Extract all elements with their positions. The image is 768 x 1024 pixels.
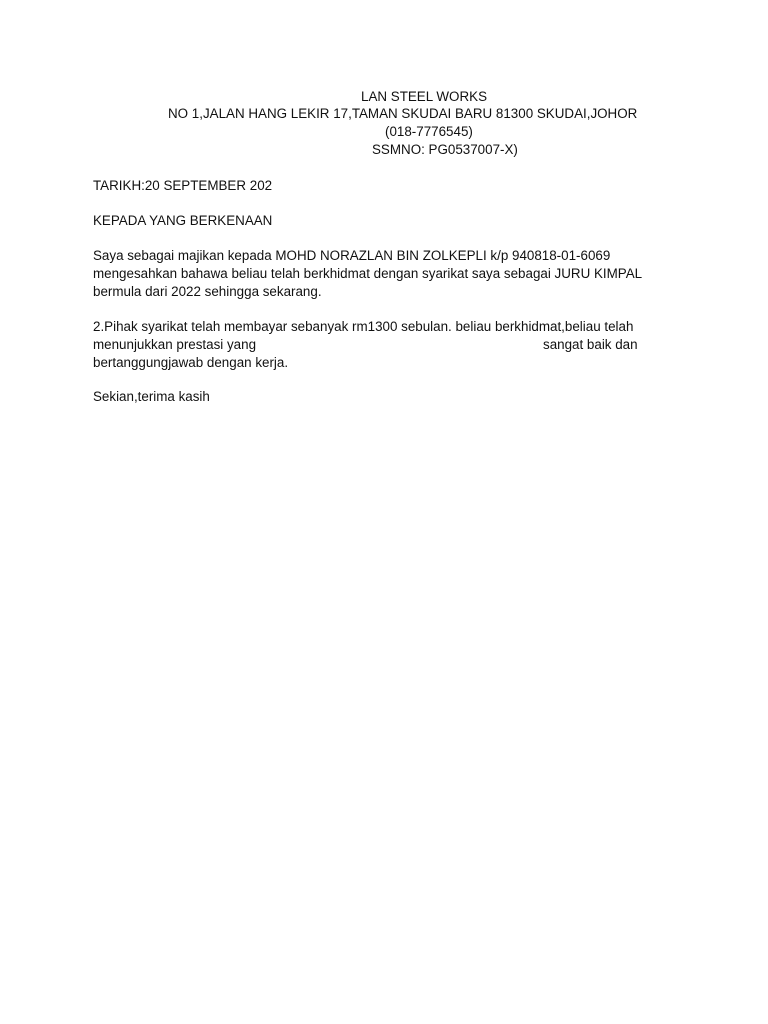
salutation: KEPADA YANG BERKENAAN bbox=[93, 213, 273, 228]
company-phone: (018-7776545) bbox=[385, 124, 473, 139]
letter-date: TARIKH:20 SEPTEMBER 202 bbox=[93, 178, 273, 193]
paragraph-2-line-1: 2.Pihak syarikat telah membayar sebanyak rm1300 sebulan. beliau berkhidmat,beliau telah bbox=[93, 319, 634, 334]
paragraph-2-line-3: bertanggungjawab dengan kerja. bbox=[93, 355, 289, 370]
company-ssm-number: SSMNO: PG0537007-X) bbox=[372, 142, 518, 157]
company-address: NO 1,JALAN HANG LEKIR 17,TAMAN SKUDAI BARU 81300 SKUDAI,JOHOR bbox=[168, 106, 638, 121]
paragraph-1-line-2: mengesahkan bahawa beliau telah berkhidmat dengan syarikat saya sebagai JURU KIMPAL bbox=[93, 266, 643, 281]
paragraph-1-line-3: bermula dari 2022 sehingga sekarang. bbox=[93, 284, 322, 299]
paragraph-1-line-1: Saya sebagai majikan kepada MOHD NORAZLAN BIN ZOLKEPLI k/p 940818-01-6069 bbox=[93, 248, 611, 263]
paragraph-2-line-2-right: sangat baik dan bbox=[543, 337, 638, 352]
closing-line: Sekian,terima kasih bbox=[93, 389, 210, 404]
paragraph-2-line-2-left: menunjukkan prestasi yang bbox=[93, 337, 257, 352]
company-name: LAN STEEL WORKS bbox=[361, 89, 488, 104]
